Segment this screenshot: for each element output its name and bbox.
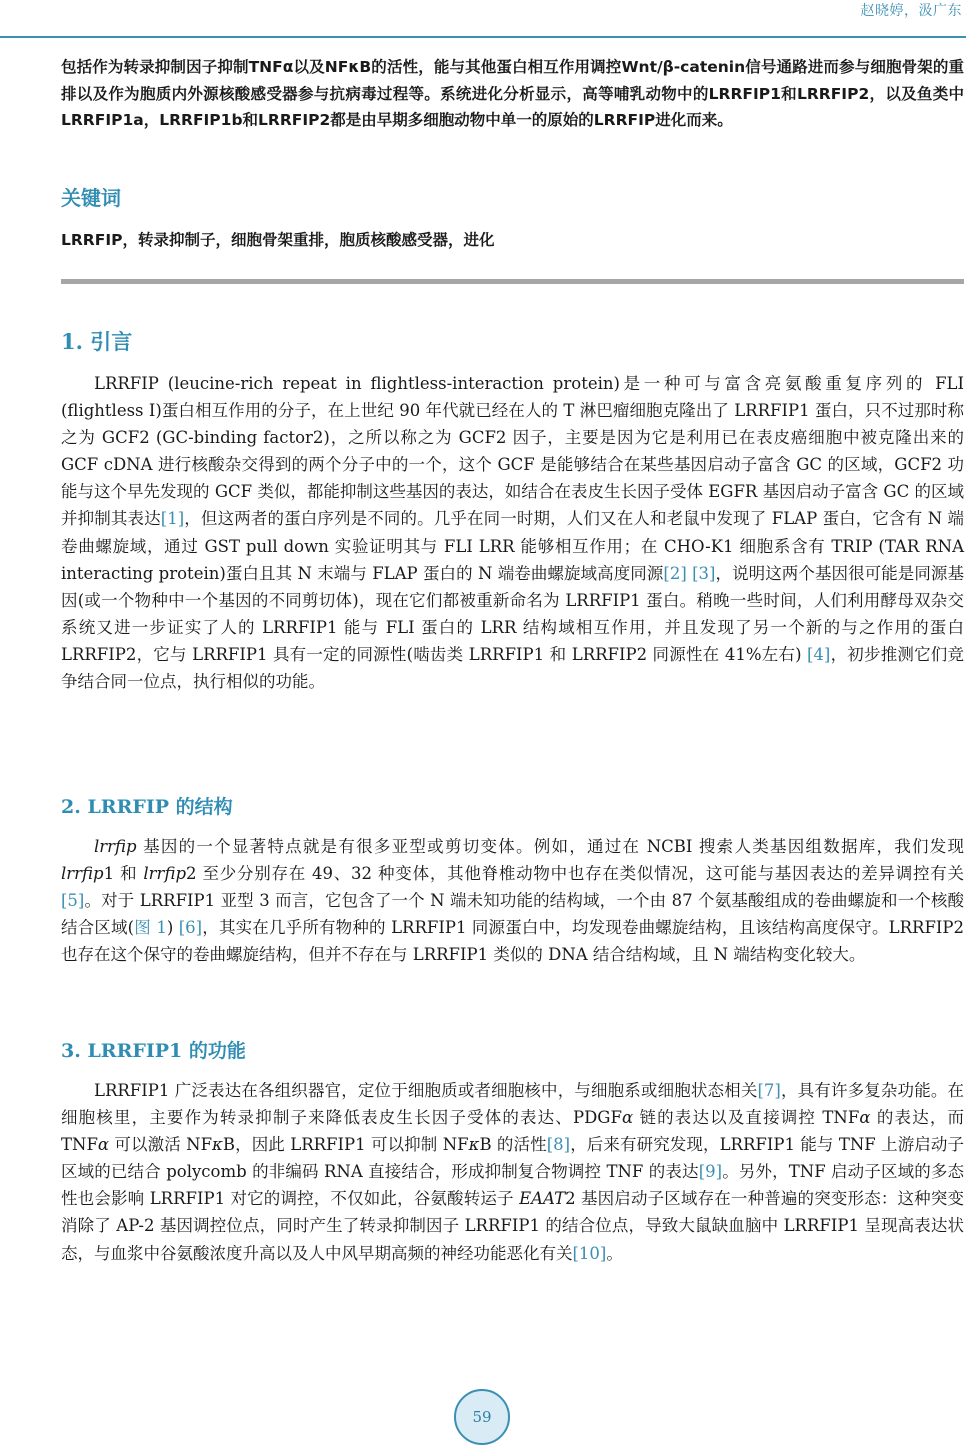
gene-name: lrrfip xyxy=(143,864,187,884)
citation-link[interactable]: [1] xyxy=(160,509,185,529)
greek-symbol: α xyxy=(97,1135,110,1155)
section-3-paragraph xyxy=(61,1077,964,1267)
text-run: 。另外，TNF 启动子区域的多态性也会影响 LRRFIP1 对它的调控，不仅如此，谷氨酸转运子 xyxy=(61,1162,964,1209)
page-number-badge: 59 xyxy=(454,1389,510,1445)
citation-link[interactable]: [5] xyxy=(61,891,85,911)
gene-name: lrrfip xyxy=(61,864,104,884)
text-run: 2 基因启动子区域存在一种普遍的突变形态：这种突变消除了 AP-2 基因调控位点，同时产生了转录抑制因子 LRRFIP1 的结合位点，导致大鼠缺血脑中 LRRFIP1 呈现高表达状态，与血浆中谷氨酸浓度升高以及人中风早期高频的神经功能恶化有关 xyxy=(61,1189,964,1263)
citation-link[interactable]: [2] [3] xyxy=(663,563,716,583)
section-1-heading: 1. 引言 xyxy=(61,329,133,354)
keywords-text: LRRFIP，转录抑制子，细胞骨架重排，胞质核酸感受器，进化 xyxy=(61,231,495,249)
figure-link[interactable]: 图 1 xyxy=(134,918,167,938)
text-run: 2 至少分别存在 49、32 种变体，其他脊椎动物中也存在类似情况，这可能与基因表达的差异调控有关 xyxy=(186,864,964,884)
text-run: 可以激活 NF xyxy=(109,1135,213,1155)
gene-name: EAAT xyxy=(519,1189,566,1209)
text-run: ，具有许多复杂功能。在细胞核里，主要作为转录抑制子来降低表皮生长因子受体的表达、PDGF xyxy=(61,1081,964,1128)
gene-name: lrrfip xyxy=(94,837,137,856)
greek-symbol: κ xyxy=(212,1135,223,1155)
citation-link[interactable]: [8] xyxy=(546,1135,571,1155)
abstract-text: 包括作为转录抑制因子抑制TNFα以及NFκB的活性，能与其他蛋白相互作用调控Wnt/β-catenin信号通路进而参与细胞骨架的重排以及作为胞质内外源核酸感受器参与抗病毒过程等。系统进化分析显示，高等哺乳动物中的LRRFIP1和LRRFIP2，以及鱼类中LRRFIP1a，LRRFIP1b和LRRFIP2都是由早期多细胞动物中单一的原始的LRRFIP进化而来。 xyxy=(61,58,964,129)
text-run: ，后来有研究发现，LRRFIP1 能与 TNF 上游启动子区域的已结合 polycomb 的非编码 RNA 直接结合，形成抑制复合物调控 TNF 的表达 xyxy=(61,1135,964,1182)
citation-link[interactable]: [9] xyxy=(698,1162,723,1182)
text-run: 基因的一个显著特点就是有很多亚型或剪切变体。例如，通过在 NCBI 搜索人类基因组数据库，我们发现 xyxy=(136,837,964,856)
text-run: ，但这两者的蛋白序列是不同的。几乎在同一时期，人们又在人和老鼠中发现了 FLAP 蛋白，它含有 N 端卷曲螺旋域，通过 GST pull down 实验证明其与 FLI LRR 能够相互作用；在 CHO-K1 细胞系含有 TRIP (TAR RNA interacting protein)蛋白且其 N 末端与 FLAP 蛋白的 N 端卷曲螺旋域高度同源 xyxy=(61,509,965,583)
text-run: 的表达，而 TNF xyxy=(61,1108,964,1155)
text-run: ，初步推测它们竞争结合同一位点，执行相似的功能。 xyxy=(61,644,964,692)
header-rule xyxy=(0,36,966,38)
section-divider xyxy=(61,279,964,284)
page-content xyxy=(61,54,965,1263)
text-run: LRRFIP (leucine-rich repeat in flightless-interaction protein)是一种可与富含亮氨酸重复序列的 FLI (flightless I)蛋白相互作用的分子，在上世纪 90 年代就已经在人的 T 淋巴瘤细胞克隆出了 LRRFIP1 蛋白，只不过那时称之为 GCF2 (GC-binding factor2)，之所以称之为 GCF2 因子，主要是因为它是利用已在表皮癌细胞中被克隆出来的 GCF cDNA 进行核酸杂交得到的两个分子中的一个，这个 GCF 是能够结合在某些基因启动子富含 GC 的区域，GCF2 功能与这个早先发现的 GCF 类似，都能抑制这些基因的表达，如结合在表皮生长因子受体 EGFR 基因启动子富含 GC 的区域并抑制其表达 xyxy=(61,374,964,529)
section-2-paragraph xyxy=(61,833,964,968)
text-run: ，说明这两个基因很可能是同源基因(或一个物种中一个基因的不同剪切体)，现在它们都被重新命名为 LRRFIP1 蛋白。稍晚一些时间，人们利用酵母双杂交系统又进一步证实了人的 LRRFIP1 能与 FLI 蛋白的 LRR 结构域相互作用，并且发现了另一个新的与之作用的蛋白 LRRFIP2，它与 LRRFIP1 具有一定的同源性(啮齿类 LRRFIP1 和 LRRFIP2 同源性在 41%左右) xyxy=(61,563,964,664)
text-run: B 的活性 xyxy=(479,1135,547,1155)
text-run: ，其实在几乎所有物种的 LRRFIP1 同源蛋白中，均发现卷曲螺旋结构，且该结构高度保守。LRRFIP2 也存在这个保守的卷曲螺旋结构，但并不存在与 LRRFIP1 类似的 DNA 结合结构域，且 N 端结构变化较大。 xyxy=(61,918,965,965)
citation-link[interactable]: [6] xyxy=(178,918,203,938)
text-run: ) xyxy=(166,918,179,938)
citation-link[interactable]: [4] xyxy=(807,644,831,664)
greek-symbol: α xyxy=(621,1108,634,1128)
text-run: 1 和 xyxy=(103,864,144,884)
keywords-heading: 关键词 xyxy=(61,186,121,210)
text-run: B，因此 LRRFIP1 可以抑制 NF xyxy=(222,1135,469,1155)
greek-symbol: α xyxy=(859,1108,871,1128)
text-run: LRRFIP1 广泛表达在各组织器官，定位于细胞质或者细胞核中，与细胞系或细胞状态相关 xyxy=(94,1081,758,1100)
citation-link[interactable]: [7] xyxy=(757,1081,781,1100)
text-run: 。对于 LRRFIP1 亚型 3 而言，它包含了一个 N 端未知功能的结构域，一个由 87 个氨基酸组成的卷曲螺旋和一个核酸结合区域( xyxy=(61,891,964,938)
section-2-heading: 2. LRRFIP 的结构 xyxy=(61,796,233,818)
citation-link[interactable]: [10] xyxy=(572,1243,607,1263)
text-run: 。 xyxy=(606,1243,623,1263)
greek-symbol: κ xyxy=(468,1135,480,1155)
running-header-authors: 赵晓婷，汲广东 xyxy=(860,3,962,19)
section-1-paragraph xyxy=(61,370,964,695)
section-3-heading: 3. LRRFIP1 的功能 xyxy=(61,1040,246,1062)
text-run: 链的表达以及直接调控 TNF xyxy=(633,1108,860,1128)
